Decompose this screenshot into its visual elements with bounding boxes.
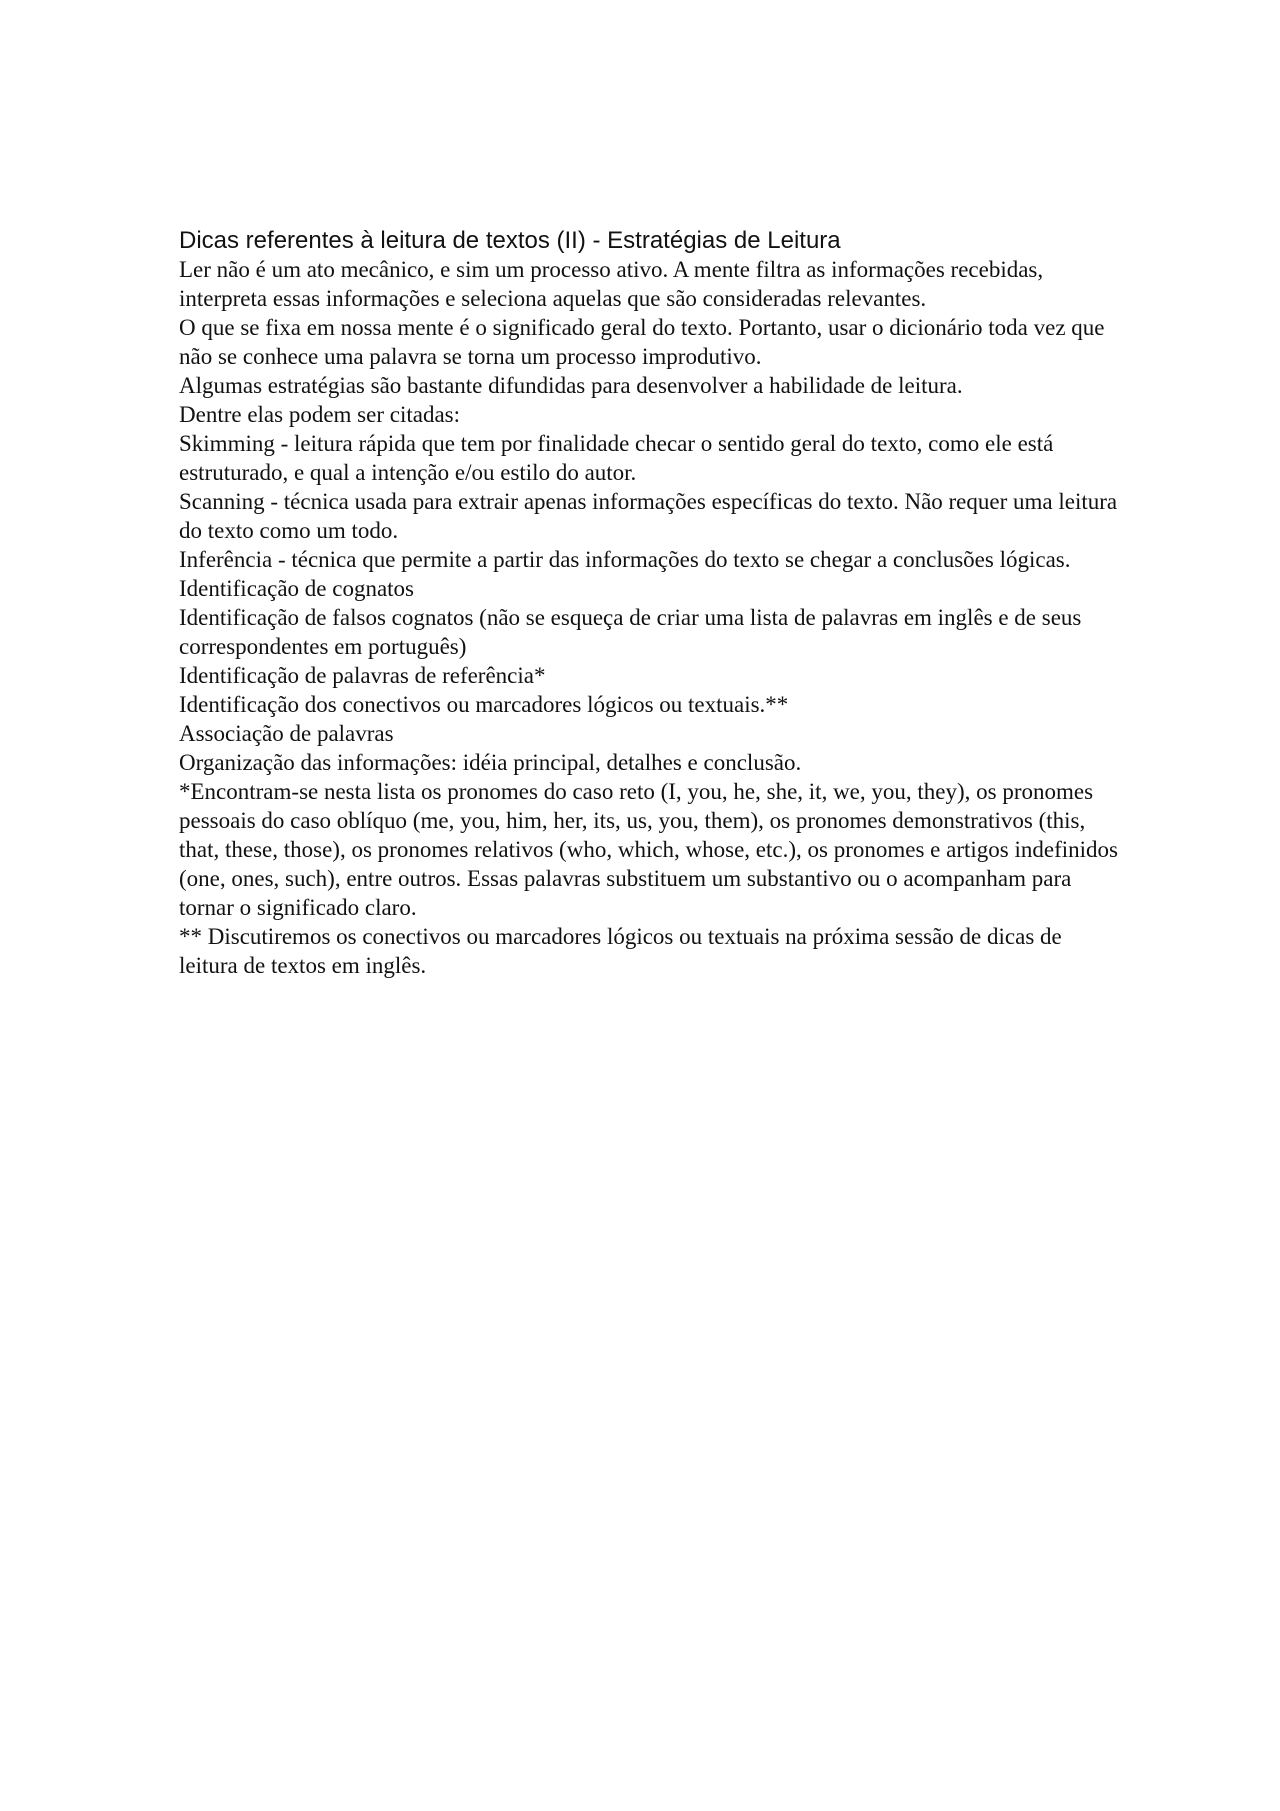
list-item-falsos-cognatos: Identificação de falsos cognatos (não se esqueça de criar uma lista de palavras em inglês e de seus correspondentes em português) bbox=[179, 605, 1082, 659]
list-item-palavras-referencia: Identificação de palavras de referência* bbox=[179, 663, 546, 688]
list-item-cognatos: Identificação de cognatos bbox=[179, 576, 414, 601]
footnote-conectivos: ** Discutiremos os conectivos ou marcadores lógicos ou textuais na próxima sessão de dicas de leitura de textos em inglês. bbox=[179, 924, 1062, 978]
list-item-inferencia: Inferência - técnica que permite a partir das informações do texto se chegar a conclusões lógicas. bbox=[179, 547, 1071, 572]
list-item-organizacao: Organização das informações: idéia principal, detalhes e conclusão. bbox=[179, 750, 802, 775]
paragraph-list-lead: Dentre elas podem ser citadas: bbox=[179, 402, 460, 427]
document-title: Dicas referentes à leitura de textos (II) - Estratégias de Leitura bbox=[179, 227, 841, 254]
list-item-conectivos: Identificação dos conectivos ou marcadores lógicos ou textuais.** bbox=[179, 692, 789, 717]
footnote-pronomes: *Encontram-se nesta lista os pronomes do caso reto (I, you, he, she, it, we, you, they), os pronomes pessoais do caso oblíquo (me, you, him, her, its, us, you, them), os pronomes demonstrativos (this, that, these, those), os pronomes relativos (who, which, whose, etc.), os pronomes e artigos indefinidos (one, ones, such), entre outros. Essas palavras substituem um substantivo ou o acompanham para tornar o significado claro. bbox=[179, 779, 1118, 920]
paragraph-strategies-intro: Algumas estratégias são bastante difundidas para desenvolver a habilidade de leitura. bbox=[179, 373, 963, 398]
list-item-associacao: Associação de palavras bbox=[179, 721, 394, 746]
paragraph-intro-1: Ler não é um ato mecânico, e sim um processo ativo. A mente filtra as informações recebidas, interpreta essas informações e seleciona aquelas que são consideradas relevantes. bbox=[179, 257, 1044, 311]
list-item-scanning: Scanning - técnica usada para extrair apenas informações específicas do texto. Não requer uma leitura do texto como um todo. bbox=[179, 489, 1118, 543]
document-body bbox=[179, 226, 1119, 980]
list-item-skimming: Skimming - leitura rápida que tem por finalidade checar o sentido geral do texto, como ele está estruturado, e qual a intenção e/ou estilo do autor. bbox=[179, 431, 1054, 485]
paragraph-intro-2: O que se fixa em nossa mente é o significado geral do texto. Portanto, usar o dicionário toda vez que não se conhece uma palavra se torna um processo improdutivo. bbox=[179, 315, 1105, 369]
